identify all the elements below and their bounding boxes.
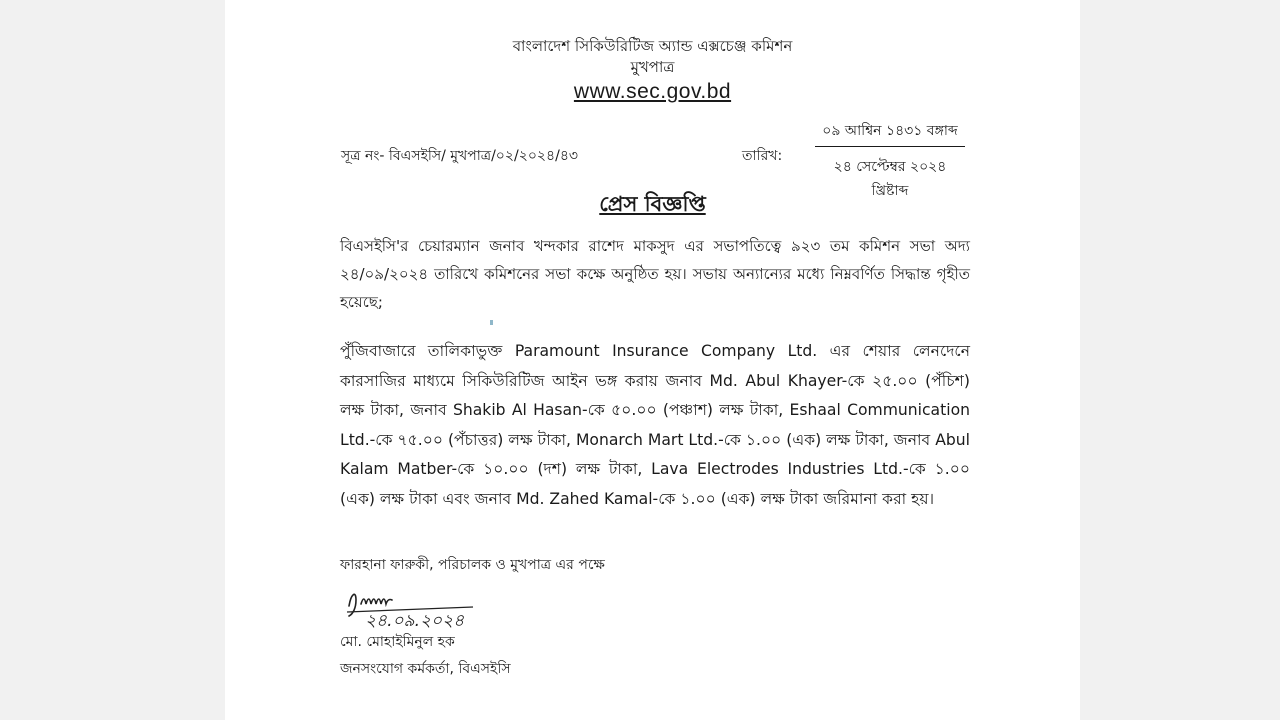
handwritten-signature [343, 582, 493, 630]
decision-paragraph: পুঁজিবাজারে তালিকাভুক্ত Paramount Insurance Company Ltd. এর শেয়ার লেনদেনে কারসাজির মাধ্যমে সিকিউরিটিজ আইন ভঙ্গ করায় জনাব Md. Abul Khayer-কে ২৫.০০ (পঁচিশ) লক্ষ টাকা, জনাব Shakib Al Hasan-কে ৫০.০০ (পঞ্চাশ) লক্ষ টাকা, Eshaal Communication Ltd.-কে ৭৫.০০ (পঁচাত্তর) লক্ষ টাকা, Monarch Mart Ltd.-কে ১.০০ (এক) লক্ষ টাকা, জনাব Abul Kalam Matber-কে ১০.০০ (দশ) লক্ষ টাকা, Lava Electrodes Industries Ltd.-কে ১.০০ (এক) লক্ষ টাকা এবং জনাব Md. Zahed Kamal-কে ১.০০ (এক) লক্ষ টাকা জরিমানা করা হয়। [340, 342, 970, 508]
press-release-page [225, 0, 1080, 720]
date-bangla: ০৯ আশ্বিন ১৪৩১ বঙ্গাব্দ [815, 122, 965, 147]
intro-paragraph: বিএসইসি'র চেয়ারম্যান জনাব খন্দকার রাশেদ মাকসুদ এর সভাপতিত্বে ৯২৩ তম কমিশন সভা অদ্য ২৪/০৯/২০২৪ তারিখে কমিশনের সভা কক্ষে অনুষ্ঠিত হয়। সভায় অন্যান্যের মধ্যে নিম্নবর্ণিত সিদ্ধান্ত গৃহীত হয়েছে; [340, 237, 970, 311]
letterhead [225, 36, 1080, 106]
reference-number: সূত্র নং- বিএসইসি/ মুখপাত্র/০২/২০২৪/৪৩ [341, 148, 579, 164]
left-margin [0, 0, 225, 720]
page-title [225, 188, 1080, 223]
date-label: তারিখ: [742, 148, 783, 164]
on-behalf-line: ফারহানা ফারুকী, পরিচালক ও মুখপাত্র এর পক্ষে [340, 557, 605, 573]
department-name: মুখপাত্র [630, 58, 675, 76]
organization-name: বাংলাদেশ সিকিউরিটিজ অ্যান্ড এক্সচেঞ্জ কমিশন [512, 37, 793, 55]
stray-mark [490, 320, 493, 325]
website-link[interactable]: www.sec.gov.bd [573, 80, 732, 103]
signatory-designation: জনসংযোগ কর্মকর্তা, বিএসইসি [340, 661, 511, 677]
page-title-text: প্রেস বিজ্ঞপ্তি [599, 192, 706, 216]
date-gregorian: ২৪ সেপ্টেম্বর ২০২৪ খ্রিষ্টাব্দ [833, 159, 947, 199]
signatory-name: মো. মোহাইমিনুল হক [340, 634, 455, 650]
right-margin [1080, 0, 1280, 720]
signature-date: ২৪.০৯.২০২৪ [365, 611, 465, 630]
